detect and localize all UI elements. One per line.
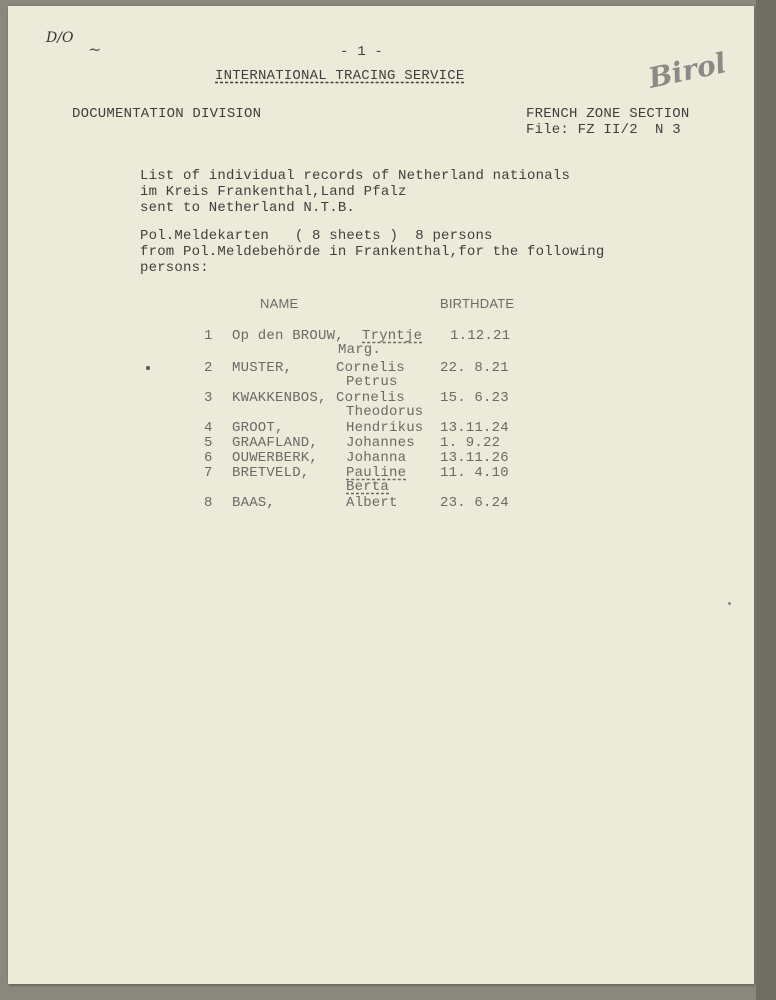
handwritten-signature: Birol: [645, 46, 729, 95]
birthdate: 1. 9.22: [440, 435, 501, 451]
given-name: Tryntje: [362, 328, 423, 344]
surname: OUWERBERK,: [232, 450, 319, 466]
column-header-birthdate: BIRTHDATE: [440, 296, 515, 311]
row-number: 8: [204, 495, 213, 511]
birthdate: 13.11.26: [440, 450, 509, 466]
section-label: FRENCH ZONE SECTION: [526, 106, 690, 122]
scanner-edge: [756, 0, 776, 1000]
given-name: Cornelis: [336, 390, 405, 406]
given-name-2: Berta: [346, 479, 390, 495]
birthdate: 1.12.21: [450, 328, 511, 344]
surname: BAAS,: [232, 495, 276, 511]
page-number: - 1 -: [340, 44, 384, 60]
given-name-2: Petrus: [346, 374, 398, 390]
row-number: 1: [204, 328, 213, 344]
stray-mark: [146, 366, 150, 370]
surname: MUSTER,: [232, 360, 293, 376]
row-number: 2: [204, 360, 213, 376]
source-line-3: persons:: [140, 260, 209, 276]
stray-mark: [728, 602, 731, 605]
intro-line-3: sent to Netherland N.T.B.: [140, 200, 356, 216]
given-name: Hendrikus: [346, 420, 424, 436]
birthdate: 22. 8.21: [440, 360, 509, 376]
surname: BRETVELD,: [232, 465, 310, 481]
file-reference: File: FZ II/2 N 3: [526, 122, 681, 138]
intro-line-2: im Kreis Frankenthal,Land Pfalz: [140, 184, 407, 200]
surname: KWAKKENBOS,: [232, 390, 327, 406]
surname: GROOT,: [232, 420, 284, 436]
column-header-name: NAME: [260, 296, 299, 311]
row-number: 5: [204, 435, 213, 451]
given-name: Pauline: [346, 465, 407, 481]
given-name: Cornelis: [336, 360, 405, 376]
division-label: DOCUMENTATION DIVISION: [72, 106, 262, 122]
birthdate: 11. 4.10: [440, 465, 509, 481]
birthdate: 13.11.24: [440, 420, 509, 436]
surname: Op den BROUW,: [232, 328, 344, 344]
row-number: 4: [204, 420, 213, 436]
intro-line-1: List of individual records of Netherland nationals: [140, 168, 571, 184]
organization-title: INTERNATIONAL TRACING SERVICE: [215, 68, 465, 84]
given-name-2: Theodorus: [346, 404, 424, 420]
row-number: 3: [204, 390, 213, 406]
handwritten-note-top-left: D/O: [46, 30, 74, 46]
surname: GRAAFLAND,: [232, 435, 319, 451]
given-name: Albert: [346, 495, 398, 511]
document-page: [8, 6, 754, 984]
given-name-2: Marg.: [338, 342, 382, 358]
given-name: Johanna: [346, 450, 407, 466]
given-name: Johannes: [346, 435, 415, 451]
source-line-1: Pol.Meldekarten ( 8 sheets ) 8 persons: [140, 228, 493, 244]
source-line-2: from Pol.Meldebehörde in Frankenthal,for the following: [140, 244, 605, 260]
handwritten-mark: ~: [88, 40, 102, 59]
row-number: 7: [204, 465, 213, 481]
birthdate: 23. 6.24: [440, 495, 509, 511]
birthdate: 15. 6.23: [440, 390, 509, 406]
row-number: 6: [204, 450, 213, 466]
